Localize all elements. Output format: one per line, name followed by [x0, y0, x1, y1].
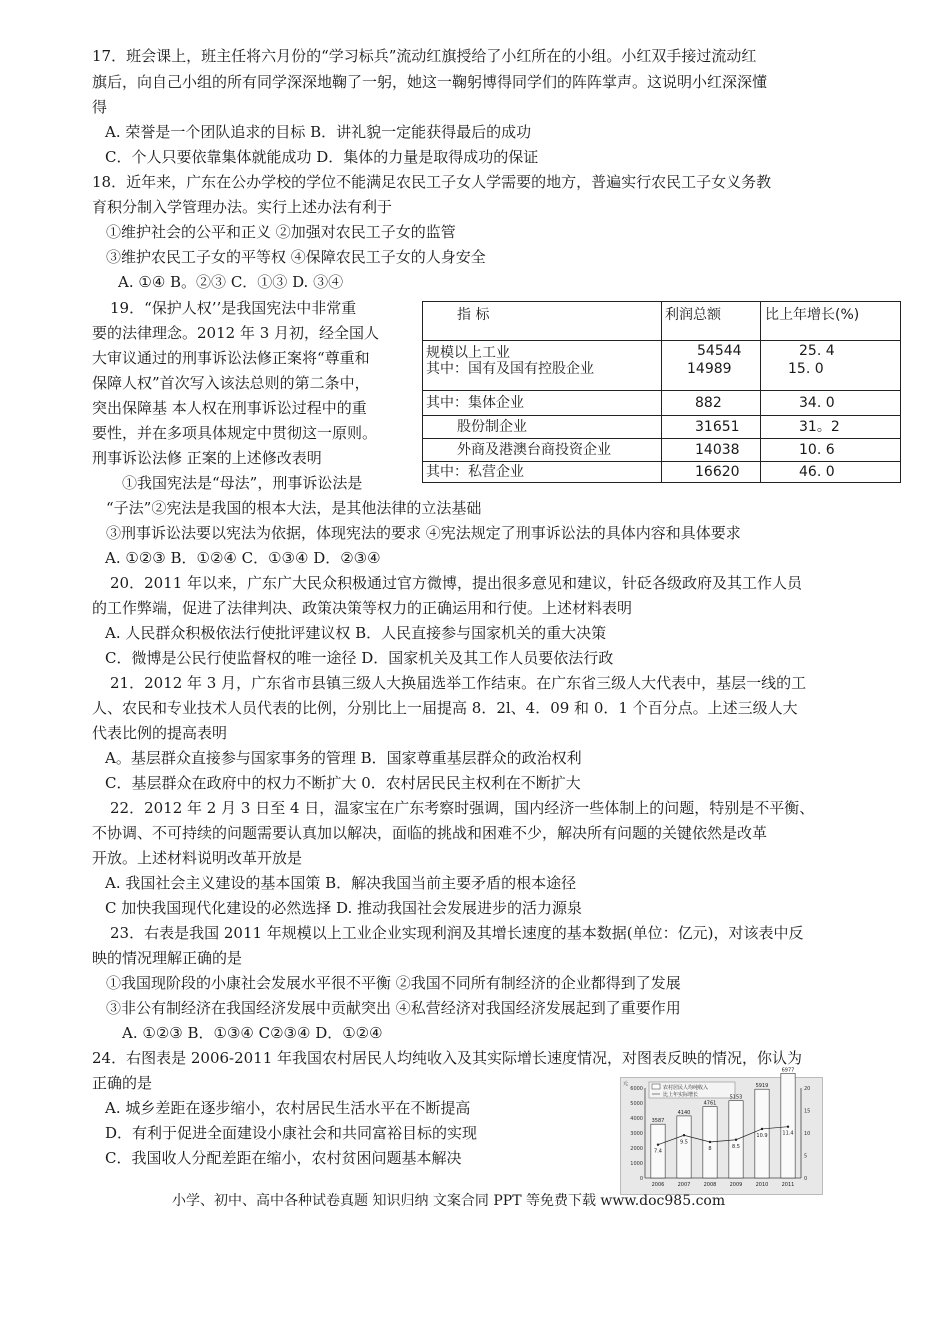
left-tick-label: 6000 [630, 1086, 643, 1092]
growth-value-label: 8.5 [732, 1143, 740, 1150]
q24-stem-line1: 24．右图表是 2006-2011 年我国农村居民人均纯收入及其实际增长速度情况，对图表反映的情况，你认为 [92, 1049, 803, 1067]
rural-income-chart [620, 1067, 823, 1195]
q22-options-ab: A. 我国社会主义建设的基本国策 B．解决我国当前主要矛盾的根本途径 [105, 874, 577, 892]
q18-options: A. ①④ B。②③ C．①③ D. ③④ [118, 273, 344, 291]
left-tick-label: 1000 [630, 1161, 643, 1167]
profit-table [422, 301, 901, 483]
q19-stem-line4: 保障人权”首次写入该法总则的第二条中， [92, 374, 370, 392]
q21-options-cd: C．基层群众在政府中的权力不断扩大 0．农村居民民主权利在不断扩大 [105, 774, 581, 792]
q19-stem-line3: 大审议通过的刑事诉讼法修正案将“尊重和 [92, 349, 370, 367]
table-header-indicator: 指 标 [457, 307, 490, 323]
table-row-name: 其中：集体企业 [426, 395, 524, 411]
q17-stem-line3: 得 [92, 98, 108, 116]
q19-statement-1: ①我国宪法是“母法”，刑事诉讼法是 [122, 474, 363, 492]
q23-statements-34: ③非公有制经济在我国经济发展中贡献突出 ④私营经济对我国经济发展起到了重要作用 [106, 999, 681, 1017]
growth-value-label: 11.4 [782, 1130, 794, 1137]
income-value-label: 5153 [729, 1094, 743, 1101]
income-value-label: 6977 [781, 1067, 795, 1074]
q23-options: A. ①②③ B．①③④ C②③④ D．①②④ [122, 1024, 383, 1042]
left-tick-label: 3000 [630, 1131, 643, 1137]
growth-value-label: 8 [708, 1146, 712, 1152]
x-tick-label: 2008 [703, 1182, 717, 1188]
income-value-label: 4761 [703, 1100, 717, 1107]
x-tick-label: 2011 [781, 1182, 795, 1188]
table-cell-profit: 31651 [695, 419, 740, 435]
q20-options-ab: A. 人民群众积极依法行使批评建议权 B．人民直接参与国家机关的重大决策 [105, 624, 607, 642]
left-tick-label: 5000 [630, 1101, 643, 1107]
growth-value-label: 7.4 [654, 1148, 662, 1155]
q19-options: A. ①②③ B．①②④ C．①③④ D．②③④ [105, 549, 381, 567]
table-row-name: 股份制企业 [457, 419, 527, 435]
table-row-name: 规模以上工业 [426, 345, 510, 361]
income-value-label: 5919 [755, 1083, 769, 1090]
q19-statements-34: ③刑事诉讼法要以宪法为依据，体现宪法的要求 ④宪法规定了刑事诉讼法的具体内容和具体要求 [106, 524, 741, 542]
q20-stem-line1: 20．2011 年以来，广东广大民众积极通过官方微博，提出很多意见和建议，针砭各级政府及其工作人员 [110, 574, 803, 592]
table-cell-growth: 46. 0 [799, 464, 835, 480]
growth-value-label: 10.9 [756, 1132, 768, 1139]
income-value-label: 4140 [677, 1109, 691, 1116]
table-cell-growth: 15. 0 [788, 361, 824, 377]
right-tick-label: 15 [804, 1108, 811, 1115]
q18-stem-line1: 18．近年来，广东在公办学校的学位不能满足农民工子女人学需要的地方，普遍实行农民工子女义务教 [92, 173, 772, 191]
legend-income: 农村居民人均纯收入 [663, 1085, 709, 1091]
table-cell-profit: 54544 [697, 343, 742, 359]
x-tick-label: 2009 [729, 1182, 743, 1188]
q19-stem-line1: 19．“保护人权’’是我国宪法中非常重 [110, 299, 357, 317]
q22-stem-line2: 不协调、不可持续的问题需要认真加以解决，面临的挑战和困难不少，解决所有问题的关键依然是改革 [92, 824, 768, 842]
table-row-name: 其中：国有及国有控股企业 [426, 361, 594, 377]
q24-option-a: A. 城乡差距在逐步缩小，农村居民生活水平在不断提高 [105, 1099, 471, 1117]
q17-options-cd: C．个人只要依靠集体就能成功 D．集体的力量是取得成功的保证 [105, 148, 539, 166]
q22-stem-line3: 开放。上述材料说明改革开放是 [92, 849, 303, 867]
table-header-profit: 利润总额 [665, 307, 721, 323]
q22-options-cd: C 加快我国现代化建设的必然选择 D. 推动我国社会发展进步的活力源泉 [105, 899, 583, 917]
q21-stem-line1: 21．2012 年 3 月，广东省市县镇三级人大换届选举工作结束。在广东省三级人大代表中，基层一线的工 [110, 674, 807, 692]
q24-option-d: D．有利于促进全面建设小康社会和共同富裕目标的实现 [105, 1124, 478, 1142]
q18-statements-12: ①维护社会的公平和正义 ②加强对农民工子女的监管 [106, 223, 456, 241]
q24-stem-line2: 正确的是 [92, 1074, 153, 1092]
table-cell-profit: 16620 [695, 464, 740, 480]
q17-options-ab: A. 荣誉是一个团队追求的目标 B．讲礼貌一定能获得最后的成功 [105, 123, 532, 141]
income-value-label: 3587 [651, 1118, 665, 1125]
q21-options-ab: A。基层群众直接参与国家事务的管理 B．国家尊重基层群众的政治权利 [105, 749, 582, 767]
table-cell-profit: 14989 [687, 361, 732, 377]
table-header-growth: 比上年增长(%) [765, 307, 860, 323]
q23-statements-12: ①我国现阶段的小康社会发展水平很不平衡 ②我国不同所有制经济的企业都得到了发展 [106, 974, 681, 992]
q19-stem-line2: 要的法律理念。2012 年 3 月初，经全国人 [92, 324, 380, 342]
y-unit-label: 元 [623, 1081, 629, 1087]
left-tick-label: 4000 [630, 1116, 643, 1122]
table-row-name: 外商及港澳台商投资企业 [457, 442, 611, 458]
legend-swatch-income [652, 1084, 660, 1089]
table-cell-profit: 882 [695, 395, 722, 411]
q19-statement-2: “子法”②宪法是我国的根本大法，是其他法律的立法基础 [106, 499, 482, 517]
table-cell-growth: 34. 0 [799, 395, 835, 411]
left-tick-label: 0 [639, 1176, 643, 1182]
page-footer: 小学、初中、高中各种试卷真题 知识归纳 文案合同 PPT 等免费下载 www.doc985.com [172, 1193, 726, 1209]
left-tick-label: 2000 [630, 1146, 643, 1152]
x-tick-label: 2010 [755, 1182, 769, 1188]
q20-options-cd: C．微博是公民行使监督权的唯一途径 D．国家机关及其工作人员要依法行政 [105, 649, 614, 667]
q18-stem-line2: 育积分制入学管理办法。实行上述办法有利于 [92, 198, 393, 216]
q23-stem-line2: 映的情况理解正确的是 [92, 949, 243, 967]
q18-statements-34: ③维护农民工子女的平等权 ④保障农民工子女的人身安全 [106, 248, 486, 266]
table-cell-profit: 14038 [695, 442, 740, 458]
x-tick-label: 2007 [677, 1182, 691, 1188]
table-row-name: 其中：私营企业 [426, 464, 524, 480]
q20-stem-line2: 的工作弊端，促进了法律判决、政策决策等权力的正确运用和行使。上述材料表明 [92, 599, 633, 617]
right-tick-label: 10 [804, 1131, 811, 1137]
q19-stem-line7: 刑事诉讼法修 正案的上述修改表明 [92, 449, 322, 467]
q17-stem-line1: 17．班会课上，班主任将六月份的“学习标兵”流动红旗授给了小红所在的小组。小红双手接过流动红 [92, 47, 757, 65]
q24-option-c: C．我国收人分配差距在缩小，农村贫困问题基本解决 [105, 1149, 462, 1167]
q19-stem-line6: 要性，并在多项具体规定中贯彻这一原则。 [92, 424, 378, 442]
table-cell-growth: 10. 6 [799, 442, 835, 458]
q21-stem-line3: 代表比例的提高表明 [92, 724, 228, 742]
legend-growth: 比上年实际增长 [663, 1092, 699, 1098]
q17-stem-line2: 旗后，向自己小组的所有同学深深地鞠了一躬，她这一鞠躬博得同学们的阵阵掌声。这说明小红深深懂 [92, 73, 768, 91]
rural-income-chart-svg [621, 1067, 824, 1196]
right-tick-label: 0 [804, 1176, 808, 1182]
income-bar [677, 1116, 691, 1178]
x-tick-label: 2006 [651, 1182, 665, 1188]
q23-stem-line1: 23．右表是我国 2011 年规模以上工业企业实现利润及其增长速度的基本数据(单位：亿元)，对该表中反 [110, 924, 804, 942]
growth-value-label: 9.5 [680, 1139, 688, 1146]
right-tick-label: 5 [804, 1153, 808, 1160]
table-cell-growth: 25. 4 [799, 343, 835, 359]
q22-stem-line1: 22．2012 年 2 月 3 日至 4 日，温家宝在广东考察时强调，国内经济一些体制上的问题，特别是不平衡、 [110, 799, 815, 817]
right-tick-label: 20 [804, 1086, 811, 1092]
table-cell-growth: 31。2 [799, 419, 840, 435]
q19-stem-line5: 突出保障基 本人权在刑事诉讼过程中的重 [92, 399, 367, 417]
q21-stem-line2: 人、农民和专业技术人员代表的比例，分别比上一届提高 8．2l、4．09 和 0．1 个百分点。上述三级人大 [92, 699, 798, 717]
